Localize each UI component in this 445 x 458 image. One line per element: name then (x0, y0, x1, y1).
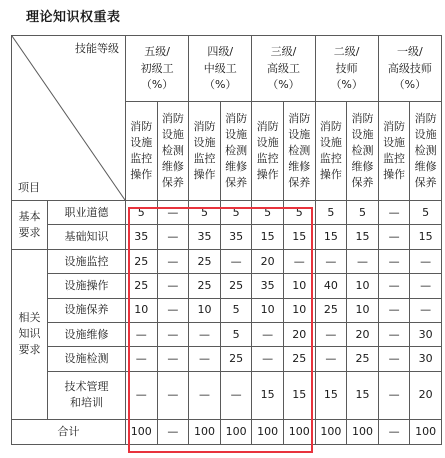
table-cell: — (378, 298, 410, 322)
table-cell: 100 (347, 419, 379, 444)
subcol-inspection-maintenance: 消防 设施 检测 维修 保养 (283, 102, 315, 201)
table-cell: — (315, 249, 347, 273)
row-item-label: 设施操作 (48, 274, 126, 298)
row-item-label: 设施维修 (48, 322, 126, 346)
table-cell: 5 (220, 322, 252, 346)
total-label: 合计 (12, 419, 126, 444)
table-cell: — (315, 322, 347, 346)
table-cell: 15 (315, 225, 347, 249)
table-cell: — (252, 322, 284, 346)
table-cell: 5 (220, 201, 252, 225)
table-cell: — (220, 371, 252, 419)
table-cell: 100 (252, 419, 284, 444)
table-cell: 100 (126, 419, 158, 444)
table-row (12, 347, 442, 371)
page-title: 理论知识权重表 (26, 10, 121, 25)
table-cell: — (157, 347, 189, 371)
table-cell: — (189, 347, 221, 371)
table-cell: 15 (252, 225, 284, 249)
table-cell: 15 (283, 371, 315, 419)
header-corner-cell (12, 36, 126, 201)
table-cell: 10 (283, 274, 315, 298)
table-cell: — (378, 419, 410, 444)
table-cell: 5 (347, 201, 379, 225)
table-cell: 100 (410, 419, 442, 444)
table-cell: — (410, 249, 442, 273)
table-cell: 30 (410, 322, 442, 346)
table-cell: 25 (189, 274, 221, 298)
subcol-monitor-operation: 消防 设施 监控 操作 (252, 102, 284, 201)
table-cell: — (378, 249, 410, 273)
table-cell: — (157, 201, 189, 225)
level-unit: （%） (140, 78, 174, 92)
table-cell: 15 (347, 225, 379, 249)
table-cell: 5 (189, 201, 221, 225)
level-name: 三级/ 高级工 (266, 45, 300, 75)
table-row (12, 249, 442, 273)
subcol-monitor-operation: 消防 设施 监控 操作 (315, 102, 347, 201)
table-cell: — (315, 347, 347, 371)
table-cell: — (157, 274, 189, 298)
table-cell: 10 (126, 298, 158, 322)
table-cell: 5 (220, 298, 252, 322)
table-cell: — (410, 274, 442, 298)
table-cell: 25 (283, 347, 315, 371)
category-related: 相关 知识 要求 (12, 249, 48, 419)
table-cell: — (157, 225, 189, 249)
table-cell: 25 (189, 249, 221, 273)
table-cell: — (157, 419, 189, 444)
item-header: 项目 (18, 181, 40, 195)
row-item-label: 设施保养 (48, 298, 126, 322)
table-cell: — (189, 371, 221, 419)
row-item-label: 设施检测 (48, 347, 126, 371)
table-cell: 35 (126, 225, 158, 249)
table-cell: — (347, 249, 379, 273)
table-row (12, 274, 442, 298)
table-cell: 25 (220, 347, 252, 371)
category-basic: 基本 要求 (12, 201, 48, 250)
table-cell: — (283, 249, 315, 273)
table-cell: 5 (126, 201, 158, 225)
table-cell: — (126, 322, 158, 346)
table-cell: 10 (283, 298, 315, 322)
table-cell: 5 (315, 201, 347, 225)
table-cell: — (252, 347, 284, 371)
table-cell: 25 (220, 274, 252, 298)
table-cell: 25 (315, 298, 347, 322)
table-cell: 35 (220, 225, 252, 249)
table-cell: — (378, 225, 410, 249)
table-cell: 15 (315, 371, 347, 419)
table-cell: 100 (220, 419, 252, 444)
table-cell: 5 (410, 201, 442, 225)
table-cell: 10 (347, 274, 379, 298)
table-row (12, 322, 442, 346)
level-unit: （%） (204, 78, 237, 92)
table-cell: — (157, 298, 189, 322)
table-cell: 20 (410, 371, 442, 419)
level-header-5 (126, 36, 189, 102)
subcol-monitor-operation: 消防 设施 监控 操作 (378, 102, 410, 201)
table-row (12, 371, 442, 419)
level-name: 二级/ 技师 (333, 45, 360, 75)
table-cell: 40 (315, 274, 347, 298)
table-cell: — (126, 371, 158, 419)
row-item-label: 设施监控 (48, 249, 126, 273)
subcol-monitor-operation: 消防 设施 监控 操作 (189, 102, 221, 201)
table-cell: 100 (315, 419, 347, 444)
total-row (12, 419, 442, 444)
level-unit: （%） (393, 78, 427, 92)
level-header-1 (378, 36, 441, 102)
table-cell: 20 (283, 322, 315, 346)
subcol-monitor-operation: 消防 设施 监控 操作 (126, 102, 158, 201)
table-row (12, 201, 442, 225)
table-cell: 35 (189, 225, 221, 249)
table-cell: — (378, 371, 410, 419)
diagonal-line (12, 36, 125, 200)
table-cell: — (157, 322, 189, 346)
weight-table (11, 35, 442, 445)
level-name: 一级/ 高级技师 (387, 45, 432, 75)
table-cell: — (126, 347, 158, 371)
table-cell: — (220, 249, 252, 273)
table-cell: 25 (347, 347, 379, 371)
table-row (12, 298, 442, 322)
subcol-inspection-maintenance: 消防 设施 检测 维修 保养 (157, 102, 189, 201)
table-cell: — (157, 249, 189, 273)
table-cell: — (410, 298, 442, 322)
level-header-3 (252, 36, 315, 102)
table-cell: 5 (283, 201, 315, 225)
table-cell: — (378, 274, 410, 298)
row-item-label: 职业道德 (48, 201, 126, 225)
skill-level-header: 技能等级 (75, 42, 119, 55)
subcol-inspection-maintenance: 消防 设施 检测 维修 保养 (347, 102, 379, 201)
level-unit: （%） (267, 78, 300, 92)
subcol-inspection-maintenance: 消防 设施 检测 维修 保养 (410, 102, 442, 201)
table-cell: 15 (347, 371, 379, 419)
table-cell: — (157, 371, 189, 419)
subcol-inspection-maintenance: 消防 设施 检测 维修 保养 (220, 102, 252, 201)
level-header-4 (189, 36, 252, 102)
table-cell: 15 (252, 371, 284, 419)
table-cell: — (378, 322, 410, 346)
table-cell: — (378, 347, 410, 371)
table-cell: 15 (410, 225, 442, 249)
table-cell: 5 (252, 201, 284, 225)
table-cell: 10 (252, 298, 284, 322)
table-cell: 30 (410, 347, 442, 371)
table-row (12, 225, 442, 249)
table-cell: 20 (347, 322, 379, 346)
table-cell: 10 (347, 298, 379, 322)
table-cell: — (378, 201, 410, 225)
table-cell: 35 (252, 274, 284, 298)
table-cell: — (189, 322, 221, 346)
level-header-2 (315, 36, 378, 102)
table-cell: 15 (283, 225, 315, 249)
table-cell: 100 (283, 419, 315, 444)
level-unit: （%） (330, 78, 363, 92)
table-cell: 100 (189, 419, 221, 444)
row-item-label: 技术管理 和培训 (48, 371, 126, 419)
level-name: 五级/ 初级工 (140, 45, 174, 75)
table-cell: 25 (126, 249, 158, 273)
table-cell: 20 (252, 249, 284, 273)
level-name: 四级/ 中级工 (203, 45, 237, 75)
row-item-label: 基础知识 (48, 225, 126, 249)
header-row-levels (12, 36, 442, 102)
table-cell: 10 (189, 298, 221, 322)
table-cell: 25 (126, 274, 158, 298)
